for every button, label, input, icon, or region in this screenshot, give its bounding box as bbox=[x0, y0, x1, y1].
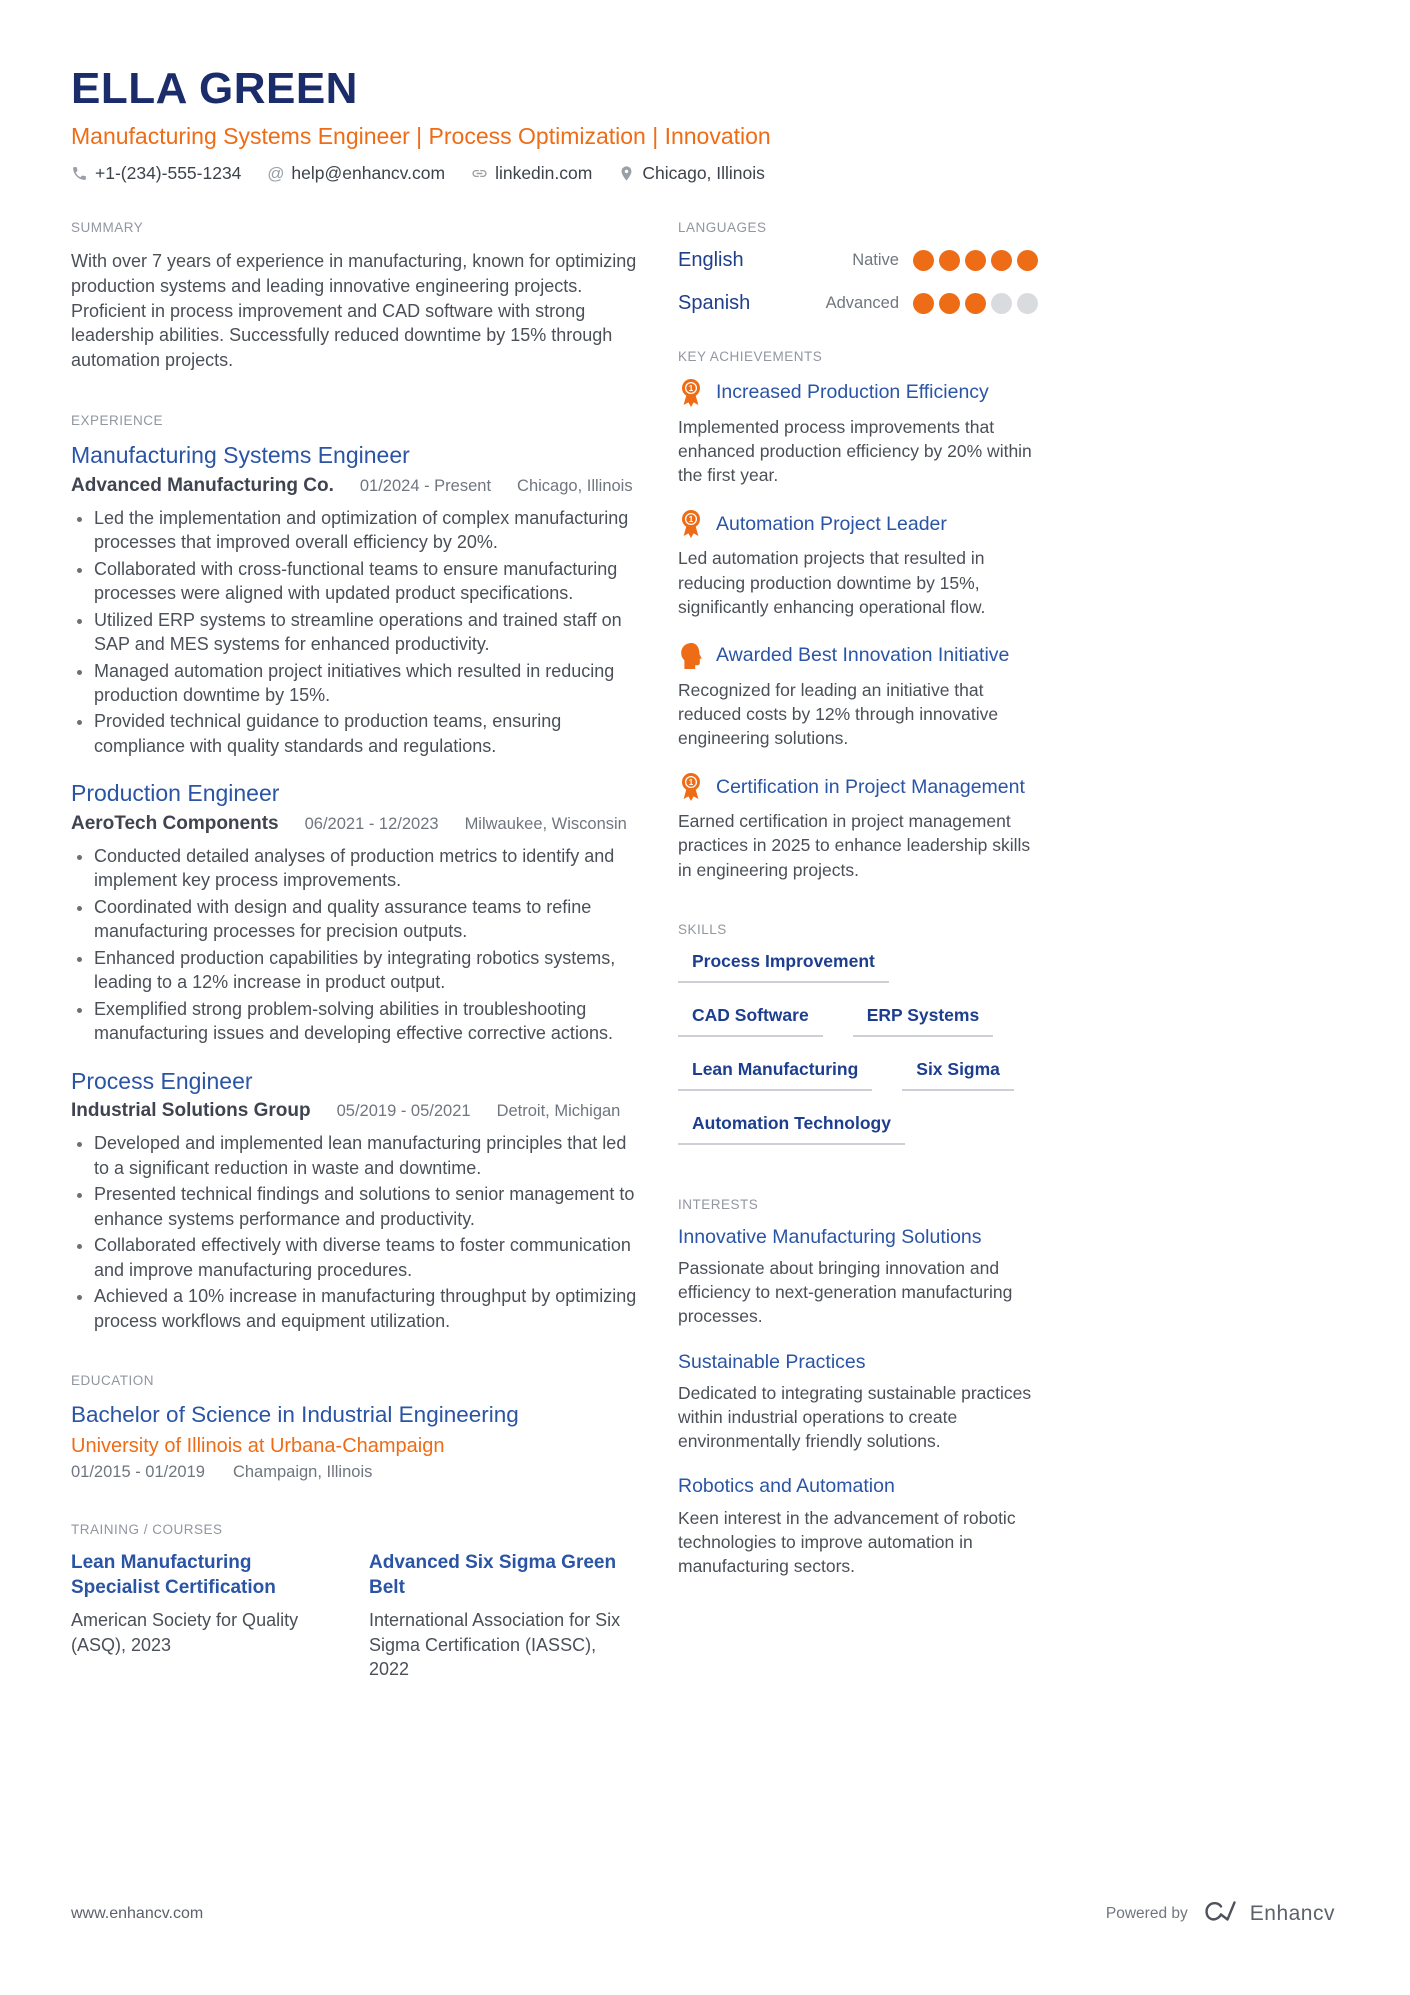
languages-section-label: LANGUAGES bbox=[678, 220, 767, 235]
experience-section bbox=[71, 413, 638, 1333]
interest-text: Dedicated to integrating sustainable practices within industrial operations to create environmentally friendly solutions. bbox=[678, 1382, 1032, 1452]
interest-title: Robotics and Automation bbox=[678, 1475, 895, 1498]
contact-row bbox=[71, 163, 1338, 184]
level-dot-filled bbox=[913, 293, 934, 314]
resume-header bbox=[71, 64, 1338, 184]
achievement-item bbox=[678, 509, 1038, 618]
job-dates: 06/2021 - 12/2023 bbox=[304, 815, 439, 834]
right-column bbox=[678, 220, 1038, 1682]
training-section bbox=[71, 1522, 638, 1682]
level-dot-filled bbox=[965, 293, 986, 314]
level-dot-filled bbox=[939, 293, 960, 314]
skill-item: Lean Manufacturing bbox=[678, 1059, 872, 1091]
language-row bbox=[678, 292, 1038, 315]
job-bullet: • Enhanced production capabilities by integrating robotics systems, leading to a 12% increase in product output. bbox=[94, 946, 638, 995]
achievement-title: Increased Production Efficiency bbox=[716, 381, 989, 404]
summary-section-label: SUMMARY bbox=[71, 220, 144, 235]
interest-title: Sustainable Practices bbox=[678, 1350, 866, 1373]
contact-location bbox=[618, 163, 765, 184]
interest-item bbox=[678, 1226, 1038, 1329]
company-name: Industrial Solutions Group bbox=[71, 1100, 311, 1122]
skill-item: CAD Software bbox=[678, 1005, 823, 1037]
contact-phone bbox=[71, 163, 241, 184]
level-dot-filled bbox=[965, 250, 986, 271]
left-column bbox=[71, 220, 638, 1682]
candidate-title: Manufacturing Systems Engineer | Process Optimization | Innovation bbox=[71, 123, 771, 149]
achievement-text: Implemented process improvements that enhanced production efficiency by 20% within the first year. bbox=[678, 417, 1032, 486]
job-title: Process Engineer bbox=[71, 1067, 253, 1094]
job-bullet: • Managed automation project initiatives which resulted in reducing production downtime by 15%. bbox=[94, 659, 638, 708]
education-section-label: EDUCATION bbox=[71, 1373, 155, 1389]
page-footer bbox=[71, 1898, 1335, 1929]
skills-section bbox=[678, 922, 1038, 1145]
achievement-title: Certification in Project Management bbox=[716, 775, 1025, 798]
language-level-dots bbox=[913, 250, 1038, 271]
achievement-text: Recognized for leading an initiative that reduced costs by 12% through innovative engineering solutions. bbox=[678, 679, 999, 749]
job-entry bbox=[71, 780, 638, 1045]
job-title: Manufacturing Systems Engineer bbox=[71, 442, 410, 469]
language-name: English bbox=[678, 249, 744, 271]
link-icon bbox=[471, 165, 488, 182]
job-entry bbox=[71, 442, 638, 758]
medal-icon bbox=[678, 772, 704, 802]
job-bullets bbox=[71, 506, 638, 759]
language-level: Advanced bbox=[825, 294, 899, 312]
skill-item: Process Improvement bbox=[678, 951, 889, 983]
email-address[interactable]: help@enhancv.com bbox=[291, 163, 446, 183]
summary-text: With over 7 years of experience in manufacturing, known for optimizing production systems and leading innovative engineering projects. Proficient in process improvement and CAD software with strong leadership abilities. Successfully reduced downtime by 15% through automation projects. bbox=[71, 251, 637, 371]
svg-text:1: 1 bbox=[688, 778, 694, 788]
brand-name: Enhancv bbox=[1249, 1901, 1335, 1925]
innovation-icon bbox=[678, 641, 704, 671]
languages-section bbox=[678, 220, 1038, 315]
interests-section-label: INTERESTS bbox=[678, 1196, 759, 1212]
school-name: University of Illinois at Urbana-Champaign bbox=[71, 1435, 445, 1458]
interest-title: Innovative Manufacturing Solutions bbox=[678, 1225, 982, 1248]
job-location: Detroit, Michigan bbox=[496, 1102, 621, 1121]
summary-section bbox=[71, 220, 638, 373]
skill-item: Automation Technology bbox=[678, 1113, 905, 1145]
course-title: Lean Manufacturing Specialist Certification bbox=[71, 1552, 276, 1598]
job-location: Milwaukee, Wisconsin bbox=[464, 815, 627, 834]
contact-email[interactable] bbox=[267, 163, 445, 184]
language-row bbox=[678, 249, 1038, 272]
company-name: Advanced Manufacturing Co. bbox=[71, 474, 334, 496]
interests-section bbox=[678, 1197, 1038, 1578]
job-bullet: • Collaborated effectively with diverse teams to foster communication and improve manufacturing procedures. bbox=[94, 1233, 638, 1282]
interest-text: Passionate about bringing innovation and efficiency to next-generation manufacturing processes. bbox=[678, 1258, 1013, 1327]
company-name: AeroTech Components bbox=[71, 813, 279, 835]
training-section-label: TRAINING / COURSES bbox=[71, 1522, 223, 1538]
achievements-section-label: KEY ACHIEVEMENTS bbox=[678, 349, 823, 364]
achievement-text: Earned certification in project management practices in 2025 to enhance leadership skills in engineering projects. bbox=[678, 811, 1031, 880]
candidate-name: ELLA GREEN bbox=[71, 64, 358, 113]
interest-item bbox=[678, 1475, 1038, 1578]
job-dates: 05/2019 - 05/2021 bbox=[336, 1102, 471, 1121]
medal-icon bbox=[678, 509, 704, 539]
phone-number: +1-(234)-555-1234 bbox=[95, 163, 242, 183]
linkedin-link[interactable]: linkedin.com bbox=[495, 163, 593, 183]
phone-icon bbox=[71, 165, 88, 182]
course-title: Advanced Six Sigma Green Belt bbox=[369, 1552, 617, 1598]
language-name: Spanish bbox=[678, 292, 751, 314]
job-bullet: • Collaborated with cross-functional teams to ensure manufacturing processes were aligned with updated product specifications. bbox=[94, 557, 638, 606]
level-dot-filled bbox=[1017, 250, 1038, 271]
achievement-text: Led automation projects that resulted in reducing production downtime by 15%, significantly enhancing operational flow. bbox=[678, 548, 986, 617]
achievement-item bbox=[678, 641, 1038, 750]
course-organization: International Association for Six Sigma Certification (IASSC), 2022 bbox=[369, 1610, 621, 1680]
medal-icon bbox=[678, 378, 704, 408]
job-bullet: • Provided technical guidance to production teams, ensuring compliance with quality standards and regulations. bbox=[94, 709, 638, 758]
level-dot-filled bbox=[939, 250, 960, 271]
level-dot-filled bbox=[991, 250, 1012, 271]
level-dot-empty bbox=[991, 293, 1012, 314]
course-organization: American Society for Quality (ASQ), 2023 bbox=[71, 1610, 299, 1655]
level-dot-filled bbox=[913, 250, 934, 271]
job-dates: 01/2024 - Present bbox=[359, 476, 492, 495]
course-entry bbox=[71, 1551, 339, 1682]
skill-item: Six Sigma bbox=[902, 1059, 1014, 1091]
job-title: Production Engineer bbox=[71, 780, 280, 807]
education-location: Champaign, Illinois bbox=[232, 1463, 373, 1482]
achievement-item bbox=[678, 772, 1038, 881]
job-bullet: • Utilized ERP systems to streamline operations and trained staff on SAP and MES systems for enhanced productivity. bbox=[94, 608, 638, 657]
job-entry bbox=[71, 1068, 638, 1333]
level-dot-empty bbox=[1017, 293, 1038, 314]
achievement-item bbox=[678, 378, 1038, 487]
course-entry bbox=[369, 1551, 637, 1682]
achievement-title: Automation Project Leader bbox=[716, 512, 947, 535]
job-location: Chicago, Illinois bbox=[517, 476, 633, 495]
achievements-section bbox=[678, 349, 1038, 882]
job-bullets bbox=[71, 844, 638, 1046]
powered-by-label: Powered by bbox=[1105, 1904, 1188, 1922]
interest-text: Keen interest in the advancement of robotic technologies to improve automation in manufacturing sectors. bbox=[678, 1507, 1016, 1576]
skill-item: ERP Systems bbox=[853, 1005, 994, 1037]
job-bullet: • Coordinated with design and quality assurance teams to refine manufacturing processes for precision outputs. bbox=[94, 895, 638, 944]
language-level-dots bbox=[913, 293, 1038, 314]
achievement-title: Awarded Best Innovation Initiative bbox=[716, 644, 1010, 667]
job-bullet: • Exemplified strong problem-solving abilities in troubleshooting manufacturing issues and developing effective corrective actions. bbox=[94, 997, 638, 1046]
location-pin-icon bbox=[618, 165, 635, 182]
job-bullet: • Achieved a 10% increase in manufacturing throughput by optimizing process workflows and equipment utilization. bbox=[94, 1284, 638, 1333]
degree-title: Bachelor of Science in Industrial Engineering bbox=[71, 1402, 519, 1428]
svg-text:1: 1 bbox=[688, 515, 694, 525]
skills-section-label: SKILLS bbox=[678, 921, 727, 937]
job-bullets bbox=[71, 1131, 638, 1333]
svg-text:1: 1 bbox=[688, 384, 694, 393]
enhancv-logo-icon bbox=[1201, 1898, 1241, 1929]
contact-link[interactable] bbox=[471, 163, 592, 184]
location-text: Chicago, Illinois bbox=[642, 163, 765, 183]
experience-section-label: EXPERIENCE bbox=[71, 413, 164, 429]
interest-item bbox=[678, 1351, 1038, 1454]
job-bullet: • Developed and implemented lean manufacturing principles that led to a significant reduction in waste and downtime. bbox=[94, 1131, 638, 1180]
job-bullet: • Presented technical findings and solutions to senior management to enhance systems performance and productivity. bbox=[94, 1182, 638, 1231]
language-level: Native bbox=[852, 251, 899, 269]
job-bullet: • Conducted detailed analyses of production metrics to identify and implement key process improvements. bbox=[94, 844, 638, 893]
footer-url[interactable]: www.enhancv.com bbox=[71, 1904, 204, 1922]
job-bullet: • Led the implementation and optimization of complex manufacturing processes that improved overall efficiency by 20%. bbox=[94, 506, 638, 555]
education-section bbox=[71, 1373, 638, 1482]
email-at-icon: @ bbox=[267, 163, 285, 183]
education-dates: 01/2015 - 01/2019 bbox=[71, 1463, 205, 1482]
